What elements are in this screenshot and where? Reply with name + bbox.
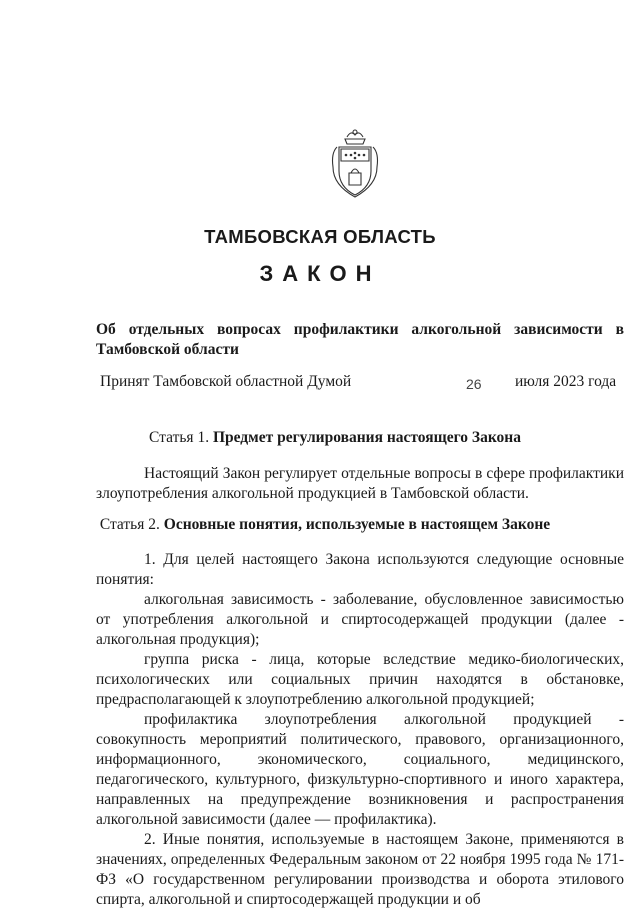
article-1-title: Предмет регулирования настоящего Закона [212, 429, 521, 446]
article-2-title: Основные понятия, используемые в настоящем Законе [163, 516, 551, 533]
coat-of-arms-emblem [327, 127, 383, 201]
law-title: Об отдельных вопросах профилактики алкогольной зависимости в Тамбовской области [96, 321, 624, 358]
adoption-month-year: июля 2023 года [515, 373, 617, 390]
region-heading: ТАМБОВСКАЯ ОБЛАСТЬ [204, 226, 436, 247]
article-1-heading [0, 429, 640, 447]
article-2-paragraph: алкогольная зависимость - заболевание, обусловленное зависимостью от употребления алкогольной и спиртосодержащей продукции (далее - алкогольная продукция); [96, 591, 624, 648]
article-2-number: Статья 2. [99, 516, 160, 533]
article-2-paragraph: профилактика злоупотребления алкогольной продукцией - совокупность мероприятий политического, правового, организационного, информационного, экономического, социального, медицинского, педагогического, культурного, физкультурно-спортивного и иного характера, направленных на предупреждение возникновения и распространения алкогольной зависимости (далее — профилактика). [96, 711, 624, 828]
document-type-heading: ЗАКОН [259, 261, 381, 286]
article-2-paragraph: 1. Для целей настоящего Закона используются следующие основные понятия: [96, 551, 624, 588]
article-2-paragraph: 2. Иные понятия, используемые в настоящем Законе, применяются в значениях, определенных Федеральным законом от 22 ноября 1995 года № 171-ФЗ «О государственном регулировании производства и оборота этилового спирта, алкогольной и спиртосодержащей продукции и об [96, 831, 624, 908]
article-2-body [96, 550, 624, 910]
article-2-paragraph: группа риска - лица, которые вследствие медико-биологических, психологических или социальных причин находятся в обстановке, предрасполагающей к злоупотреблению алкогольной продукцией; [96, 651, 624, 708]
article-2-heading [0, 516, 640, 534]
article-1-paragraph: Настоящий Закон регулирует отдельные вопросы в сфере профилактики злоупотребления алкогольной продукцией в Тамбовской области. [96, 465, 624, 502]
adoption-statement: Принят Тамбовской областной Думой [100, 373, 352, 390]
article-1-number: Статья 1. [149, 429, 210, 446]
article-1-body [96, 464, 624, 504]
adoption-day: 26 [466, 376, 482, 392]
